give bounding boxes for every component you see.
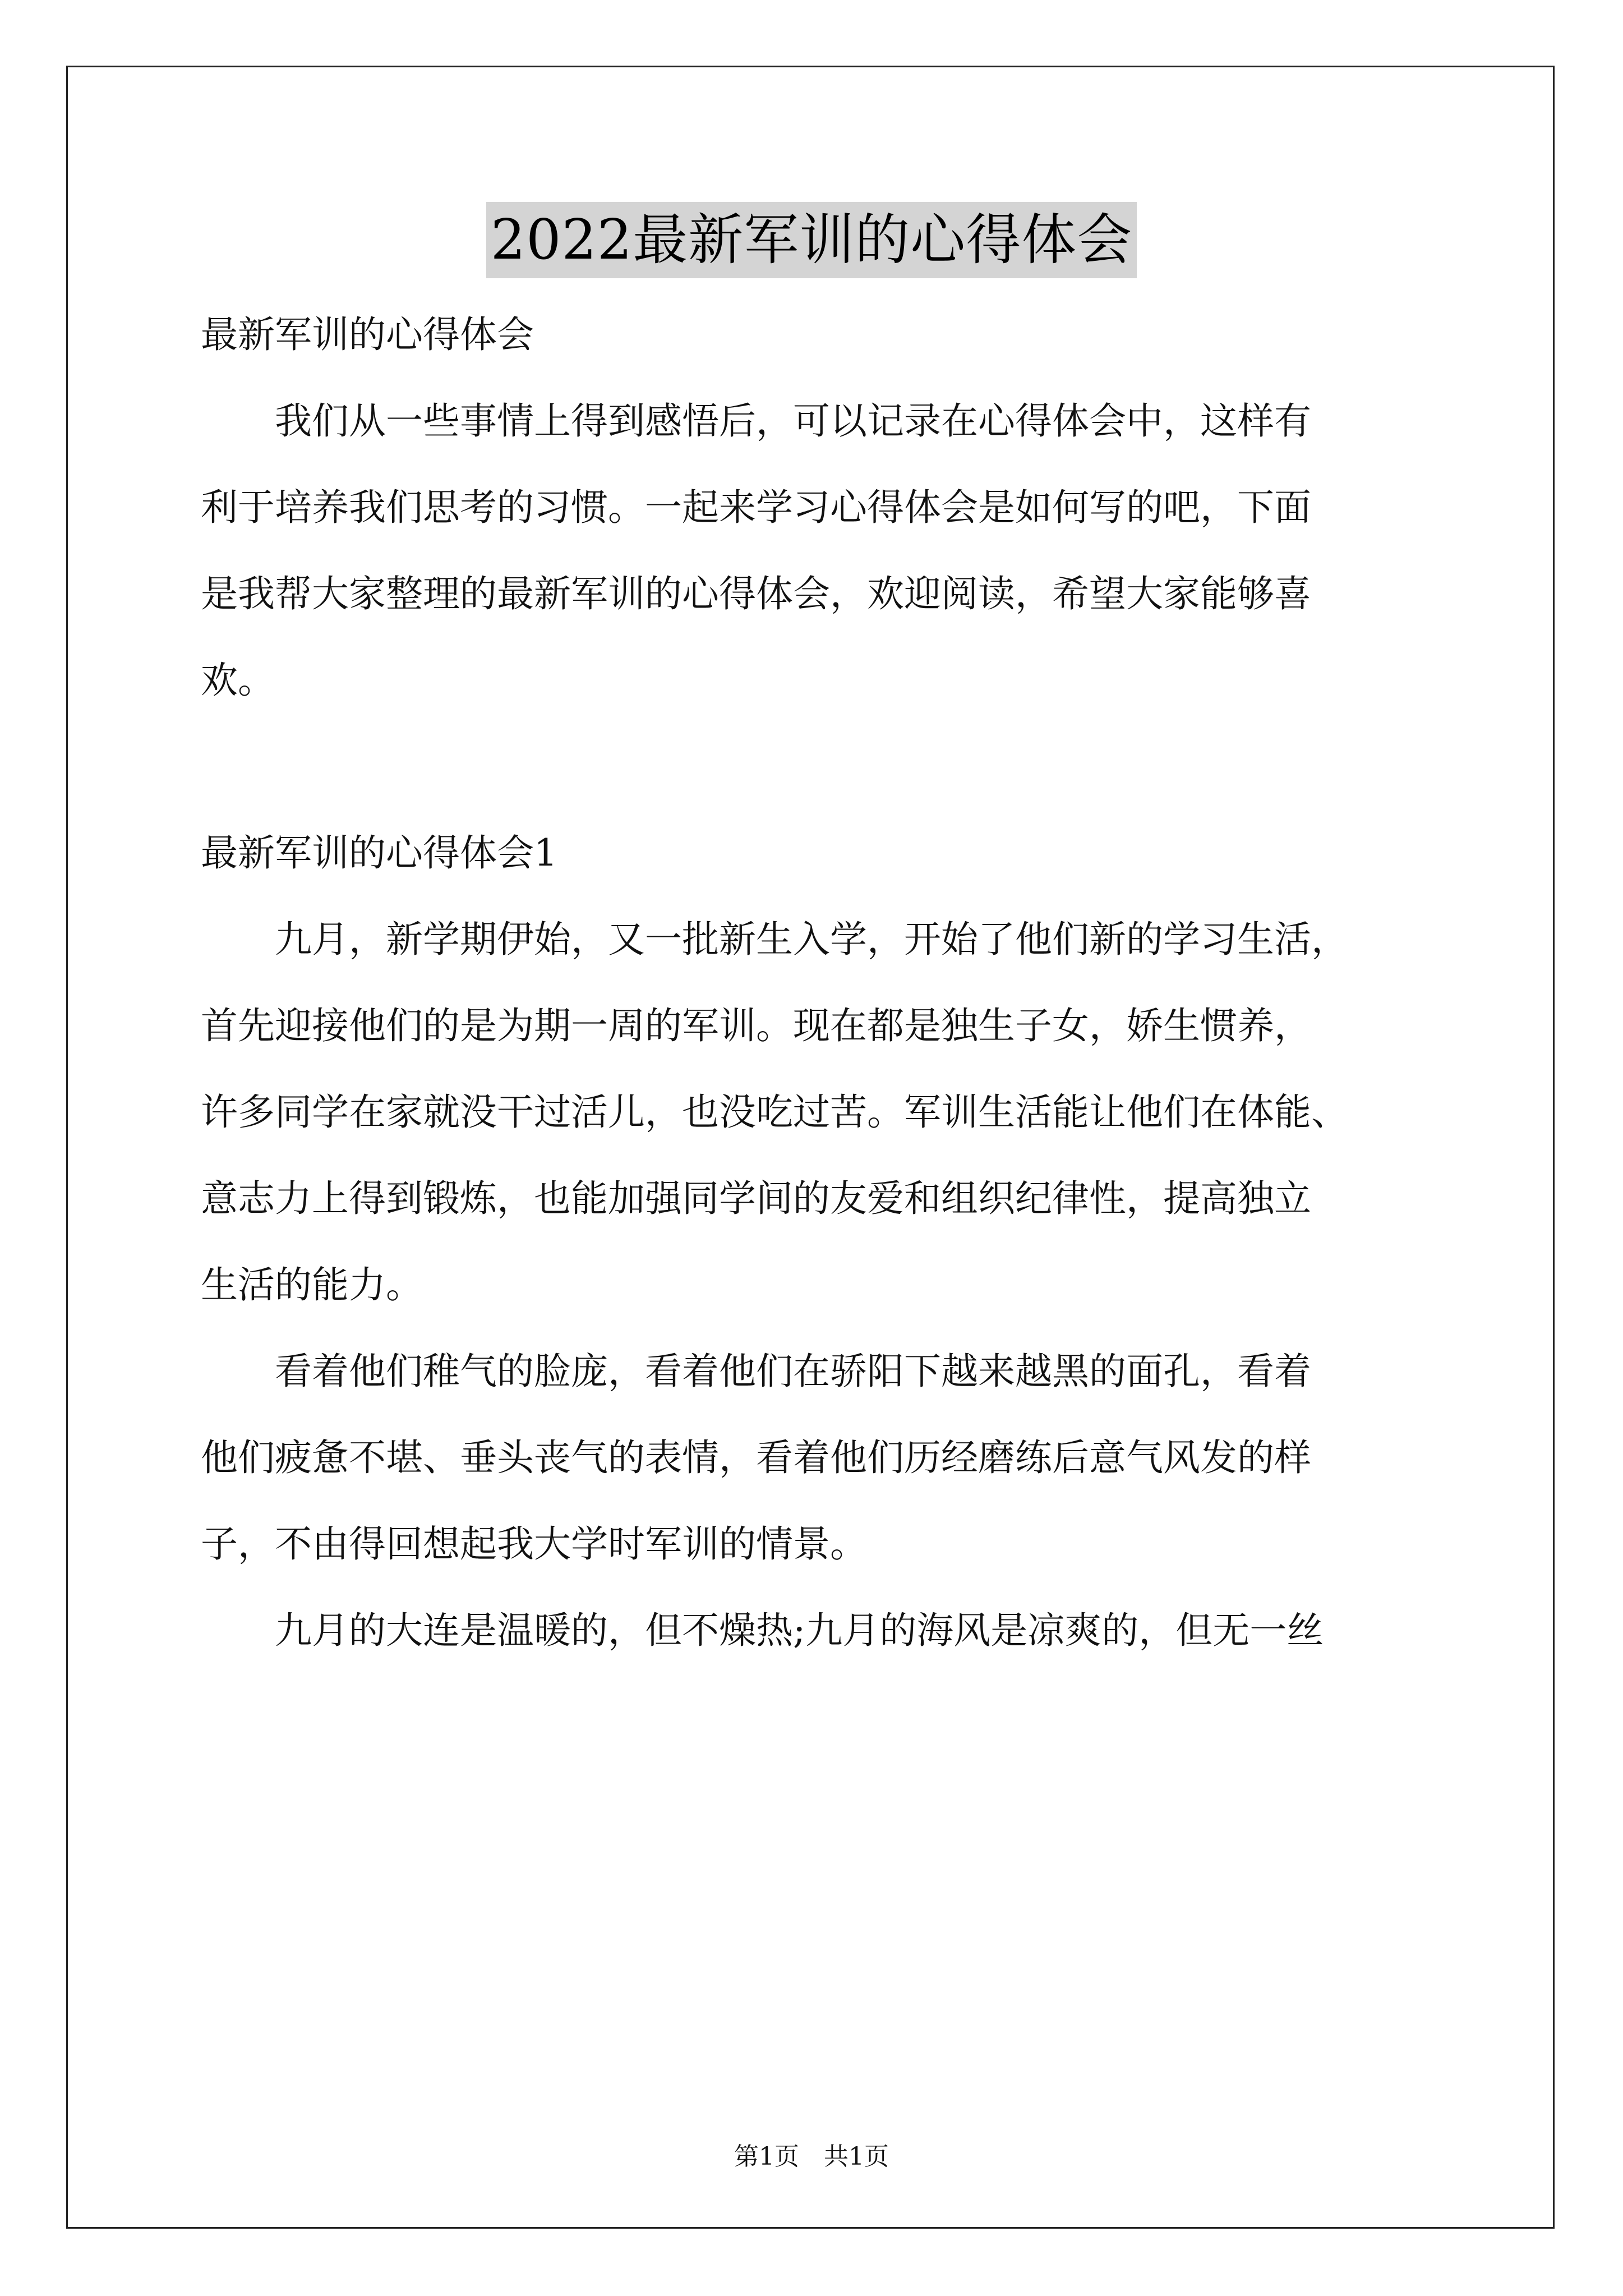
paragraph-2: [201, 1328, 1429, 1588]
intro-line: 我们从一些事情上得到感悟后，可以记录在心得体会中，这样有: [275, 399, 1311, 443]
paragraph-line: 九月，新学期伊始，又一批新生入学，开始了他们新的学习生活，: [275, 918, 1348, 961]
title-container: [0, 202, 1623, 278]
document-title: 2022最新军训的心得体会: [486, 202, 1137, 278]
paragraph-1: [201, 896, 1429, 1328]
paragraph-line: 子，不由得回想起我大学时军训的情景。: [201, 1522, 867, 1566]
section-spacer: [201, 724, 1429, 810]
document-subtitle: 最新军训的心得体会: [201, 313, 534, 356]
intro-paragraph: [201, 378, 1429, 724]
paragraph-line: 九月的大连是温暖的，但不燥热;九月的海风是凉爽的，但无一丝: [275, 1609, 1324, 1652]
intro-line: 欢。: [201, 659, 275, 702]
paragraph-line: 他们疲惫不堪、垂头丧气的表情，看着他们历经磨练后意气风发的样: [201, 1436, 1311, 1479]
paragraph-line: 生活的能力。: [201, 1263, 423, 1306]
paragraph-line: 首先迎接他们的是为期一周的军训。现在都是独生子女，娇生惯养，: [201, 1004, 1311, 1047]
intro-line: 是我帮大家整理的最新军训的心得体会，欢迎阅读，希望大家能够喜: [201, 572, 1311, 615]
section-heading: 最新军训的心得体会1: [201, 831, 557, 875]
paragraph-3: [201, 1588, 1429, 1674]
document-body: [201, 292, 1429, 1674]
page-footer: 第1页 共1页: [734, 2142, 889, 2171]
intro-line: 利于培养我们思考的习惯。一起来学习心得体会是如何写的吧，下面: [201, 486, 1311, 529]
paragraph-line: 许多同学在家就没干过活儿，也没吃过苦。军训生活能让他们在体能、: [201, 1091, 1348, 1134]
paragraph-line: 看着他们稚气的脸庞，看着他们在骄阳下越来越黑的面孔，看着: [275, 1350, 1311, 1393]
paragraph-line: 意志力上得到锻炼，也能加强同学间的友爱和组织纪律性，提高独立: [201, 1177, 1311, 1220]
